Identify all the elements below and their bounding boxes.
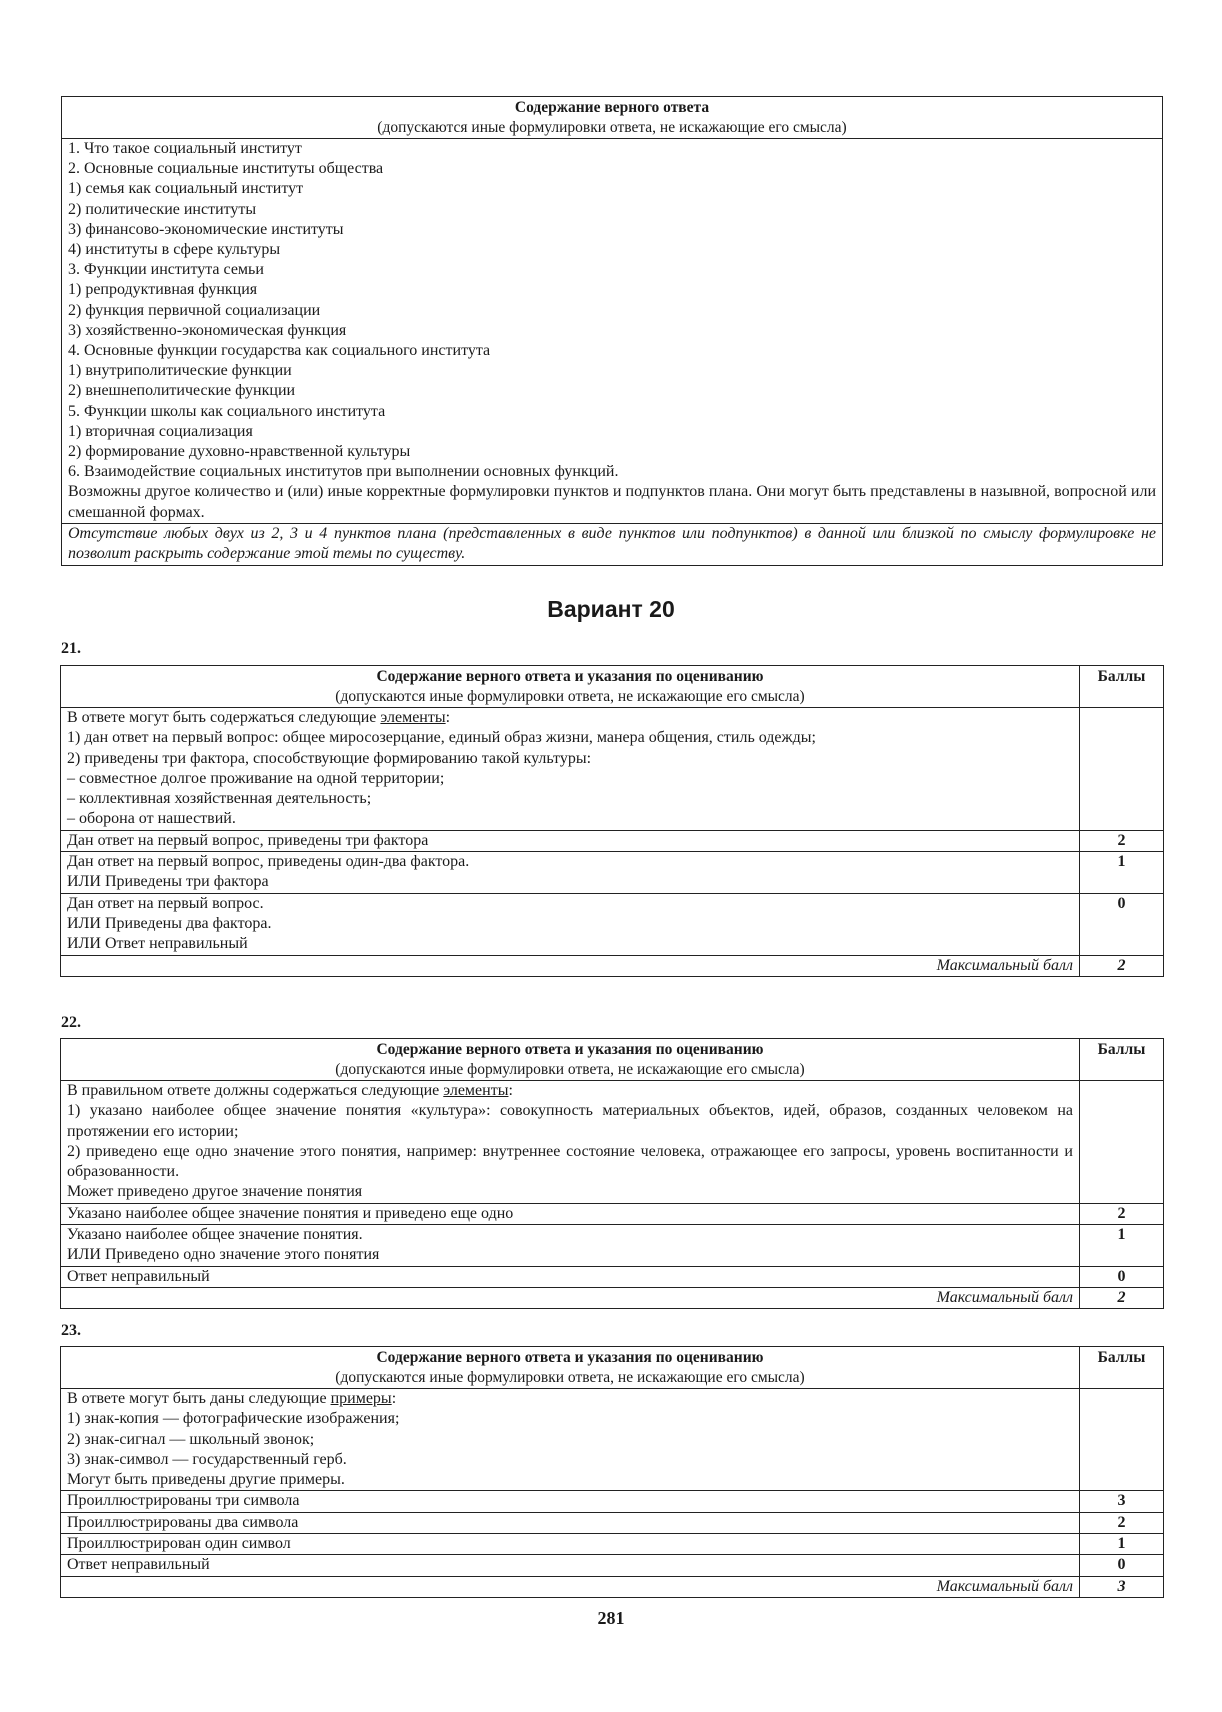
criterion-text: Проиллюстрирован один символ <box>67 1535 291 1553</box>
plan-item: 1) семья как социальный институт <box>68 180 304 198</box>
criterion-points: 2 <box>1080 1203 1164 1224</box>
plan-item: 2) функция первичной социализации <box>68 301 321 319</box>
plan-header-subtitle: (допускаются иные формулировки ответа, не искажающие его смысла) <box>377 119 847 136</box>
criterion-points: 1 <box>1080 1225 1164 1267</box>
criterion-text: Дан ответ на первый вопрос, приведены три фактора <box>67 831 429 849</box>
element-item: 3) знак-символ — государственный герб. <box>67 1450 347 1468</box>
criterion-text: Ответ неправильный <box>67 1556 210 1574</box>
element-item: 2) приведено еще одно значение этого понятия, например: внутреннее состояние человека, отражающее его запросы, уровень воспитанности и образованности. <box>67 1142 1073 1181</box>
criterion-points: 2 <box>1080 1512 1164 1533</box>
points-header: Баллы <box>1080 666 1164 708</box>
plan-remark: Возможны другое количество и (или) иные корректные формулировки пунктов и подпунктов плана. Они могут быть представлены в назывной, вопросной или смешанной формах. <box>68 483 1156 521</box>
element-item: 1) дан ответ на первый вопрос: общее миросозерцание, единый образ жизни, манера общения, стиль одежды; <box>67 729 816 747</box>
plan-item: 3) финансово-экономические институты <box>68 220 344 238</box>
page-number: 281 <box>597 1608 625 1628</box>
criterion-row <box>61 893 1080 955</box>
table-header <box>61 1347 1080 1389</box>
element-item: 1) знак-копия — фотографические изображения; <box>67 1410 400 1428</box>
intro-suffix: : <box>445 709 451 726</box>
variant-title: Вариант 20 <box>547 596 675 622</box>
plan-item: 4. Основные функции государства как социального института <box>68 342 491 360</box>
intro-line <box>67 708 1073 728</box>
plan-item: 1) вторичная социализация <box>68 422 253 440</box>
plan-item: 2) политические институты <box>68 200 257 218</box>
criterion-text: Указано наиболее общее значение понятия и приведено еще одно <box>67 1204 514 1222</box>
plan-item: 2. Основные социальные институты общества <box>68 160 384 178</box>
criterion-text: Дан ответ на первый вопрос, приведены один-два фактора. <box>67 853 470 871</box>
plan-item: 4) институты в сфере культуры <box>68 241 281 259</box>
plan-header-title: Содержание верного ответа <box>514 99 710 116</box>
answer-elements-cell <box>61 1389 1080 1491</box>
max-score-label: Максимальный балл <box>61 955 1080 976</box>
element-item: – оборона от нашествий. <box>67 810 236 828</box>
criterion-points: 0 <box>1080 1266 1164 1287</box>
plan-table-header <box>62 97 1163 139</box>
intro-suffix: : <box>508 1082 513 1099</box>
criterion-text: Указано наиболее общее значение понятия. <box>67 1226 363 1244</box>
max-score-label: Максимальный балл <box>61 1287 1080 1308</box>
question-number: 21. <box>61 640 81 657</box>
intro-underlined: примеры <box>330 1390 392 1407</box>
criterion-row <box>61 830 1080 851</box>
criterion-points: 2 <box>1080 830 1164 851</box>
criterion-points: 0 <box>1080 893 1164 955</box>
header-title: Содержание верного ответа и указания по оцениванию <box>376 1041 764 1058</box>
plan-items-cell <box>62 139 1163 524</box>
element-item: 2) знак-сигнал — школьный звонок; <box>67 1430 315 1448</box>
intro-line <box>67 1081 1073 1101</box>
header-subtitle: (допускаются иные формулировки ответа, не искажающие его смысла) <box>335 1061 805 1078</box>
criterion-text: ИЛИ Приведено одно значение этого понятия <box>67 1246 380 1264</box>
criterion-text: ИЛИ Ответ неправильный <box>67 935 248 953</box>
points-empty <box>1080 708 1164 831</box>
question-22-table <box>60 1038 1164 1309</box>
element-item: Могут быть приведены другие примеры. <box>67 1471 345 1489</box>
max-score-value: 3 <box>1080 1576 1164 1597</box>
element-item: 1) указано наиболее общее значение понятия «культура»: совокупность материальных объектов, идей, образов, созданных человеком на протяжении его истории; <box>67 1102 1073 1140</box>
criterion-points: 3 <box>1080 1491 1164 1512</box>
table-header <box>61 1039 1080 1081</box>
answer-elements-cell <box>61 708 1080 831</box>
max-score-label: Максимальный балл <box>61 1576 1080 1597</box>
criterion-points: 1 <box>1080 852 1164 894</box>
question-number: 22. <box>61 1014 81 1031</box>
criterion-text: Проиллюстрированы два символа <box>67 1513 299 1531</box>
criterion-row <box>61 852 1080 894</box>
plan-item: 1) внутриполитические функции <box>68 362 292 380</box>
criterion-row <box>61 1512 1080 1533</box>
plan-item: 2) формирование духовно-нравственной культуры <box>68 443 411 461</box>
intro-line <box>67 1389 1073 1409</box>
header-subtitle: (допускаются иные формулировки ответа, не искажающие его смысла) <box>335 688 805 705</box>
element-item: – коллективная хозяйственная деятельность; <box>67 790 372 808</box>
criterion-points: 1 <box>1080 1534 1164 1555</box>
max-score-value: 2 <box>1080 955 1164 976</box>
criterion-row <box>61 1534 1080 1555</box>
criterion-points: 0 <box>1080 1555 1164 1576</box>
points-empty <box>1080 1081 1164 1204</box>
points-header: Баллы <box>1080 1347 1164 1389</box>
plan-answer-table <box>61 96 1163 566</box>
question-23-table <box>60 1346 1164 1598</box>
plan-item: 6. Взаимодействие социальных институтов при выполнении основных функций. <box>68 463 619 481</box>
points-header: Баллы <box>1080 1039 1164 1081</box>
criterion-row <box>61 1266 1080 1287</box>
answer-elements-cell <box>61 1081 1080 1204</box>
criterion-text: ИЛИ Приведены три фактора <box>67 873 269 891</box>
element-item: 2) приведены три фактора, способствующие формированию такой культуры: <box>67 749 592 767</box>
criterion-row <box>61 1491 1080 1512</box>
header-subtitle: (допускаются иные формулировки ответа, не искажающие его смысла) <box>335 1369 805 1386</box>
intro-text: В ответе могут быть содержаться следующие <box>67 709 381 726</box>
criterion-row <box>61 1225 1080 1267</box>
intro-underlined: элементы <box>380 709 446 726</box>
question-number: 23. <box>61 1322 81 1339</box>
criterion-row <box>61 1555 1080 1576</box>
criterion-row <box>61 1203 1080 1224</box>
max-score-value: 2 <box>1080 1287 1164 1308</box>
plan-note: Отсутствие любых двух из 2, 3 и 4 пунктов плана (представленных в виде пунктов или подпунктов) в данной или близкой по смыслу формулировке не позволит раскрыть содержание этой темы по существу. <box>62 523 1163 565</box>
header-title: Содержание верного ответа и указания по оцениванию <box>376 1349 764 1366</box>
criterion-text: Проиллюстрированы три символа <box>67 1492 300 1510</box>
question-21-table <box>60 665 1164 977</box>
plan-item: 3. Функции института семьи <box>68 261 264 279</box>
plan-item: 5. Функции школы как социального института <box>68 402 386 420</box>
element-item: Может приведено другое значение понятия <box>67 1183 363 1201</box>
table-header <box>61 666 1080 708</box>
criterion-text: Ответ неправильный <box>67 1267 210 1285</box>
plan-item: 1) репродуктивная функция <box>68 281 258 299</box>
criterion-text: ИЛИ Приведены два фактора. <box>67 914 272 932</box>
plan-item: 2) внешнеполитические функции <box>68 382 296 400</box>
plan-item: 3) хозяйственно-экономическая функция <box>68 321 347 339</box>
plan-item: 1. Что такое социальный институт <box>68 140 302 157</box>
intro-text: В правильном ответе должны содержаться следующие <box>67 1082 444 1099</box>
element-item: – совместное долгое проживание на одной территории; <box>67 769 445 787</box>
intro-suffix: : <box>391 1390 397 1407</box>
header-title: Содержание верного ответа и указания по оцениванию <box>376 668 764 685</box>
intro-underlined: элементы <box>443 1082 509 1099</box>
points-empty <box>1080 1389 1164 1491</box>
intro-text: В ответе могут быть даны следующие <box>67 1390 331 1407</box>
criterion-text: Дан ответ на первый вопрос. <box>67 894 264 912</box>
